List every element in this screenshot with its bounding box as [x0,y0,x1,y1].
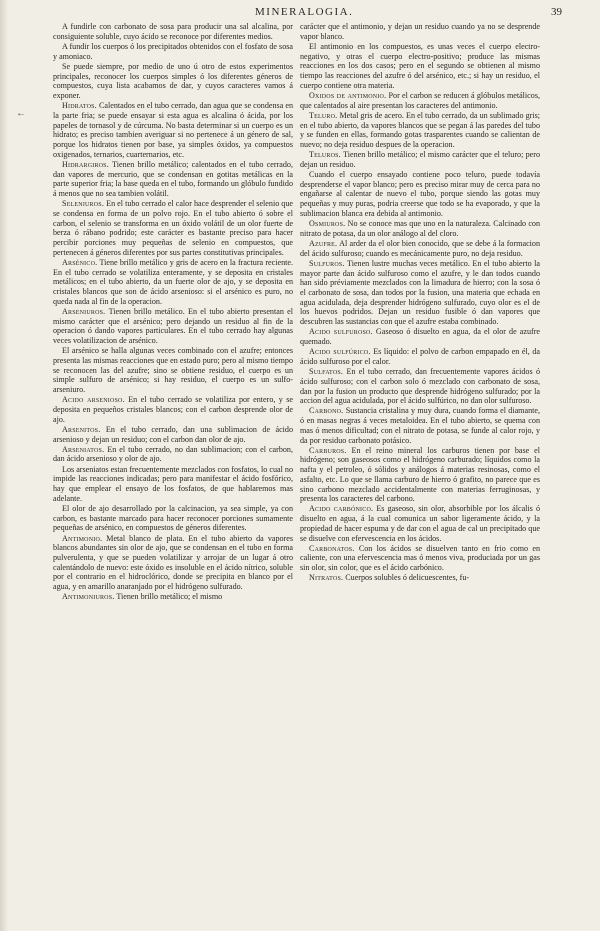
paragraph [53,346,293,395]
paragraph-text: En el tubo cerrado, no dan sublimacion; con el carbon, dan ácido arsenioso y olor de ajo. [53,444,293,464]
paragraph-text: Metal blanco de plata. En el tubo abierto da vapores blancos abundantes sin olor de ajo, que se condensan en el tubo en forma pulverulenta, y que se pueden volatilizar y arrojar de un lugar á otro calentándolo de nuevo: este óxido es insoluble en el ácido nítrico, soluble por el contrario en el hidroclórico, donde se precipita en blanco por el agua, y en amarillo anaranjado por el hidrógeno sulfurado. [53,533,293,592]
entry-term: Oxidos de antimonio. [309,90,387,100]
page-gutter-shadow [0,0,8,931]
paragraph-text: Metal gris de acero. En el tubo cerrado, da un sublimado gris; en el tubo abierto, da vapores blancos que se pegan á las paredes del tubo y se funden en ellas, formando gotas trasparentes cuando se calientan de nuevo; no deja residuo despues de la operacion. [300,110,540,149]
paragraph [300,91,540,110]
paragraph-text: carácter que el antimonio, y dejan un residuo cuando ya no se desprende vapor blanco. [300,22,540,41]
paragraph-text: El olor de ajo desarrollado por la calcinacion, ya sea simple, ya con carbon, es bastante marcado para hacer reconocer porciones sumamente pequeñas de arsénico, en compuestos de géneros diferentes. [53,503,293,533]
entry-term: Acido sulfúrico. [309,347,371,357]
paragraph-text: Calentados en el tubo cerrado, dan agua que se condensa en la parte fria; se puede ensayar si esta agua es alcalina ó ácida, por los papeles de tornasol y de cúrcuma. No basta determinar si un cuerpo es un hidrato; es preciso tambien averiguar si no pertenece á un género de sal, porque los hidratos tienen por base, ya simples óxidos, ya compuestos oxigenados, ternarios, cuarternarios, etc. [53,101,293,159]
paragraph [300,327,540,346]
paragraph [300,150,540,169]
paragraph-text: Es líquido: el polvo de carbon empapado en él, da ácido sulfuroso por el calor. [300,347,540,366]
paragraph-text: Con los ácidos se disuelven tanto en frio como en caliente, con una efervescencia mas ó menos viva, produciada por un gas sin olor, sin color, que es el ácido carbónico. [300,543,540,573]
entry-term: Azufre. [309,238,338,248]
paragraph [300,111,540,150]
entry-term: Teluro. [309,110,338,120]
paragraph-text: Tienen brillo metálico; el mismo [116,592,223,602]
paragraph [300,42,540,91]
paragraph [300,573,540,583]
paragraph-text: En el tubo cerrado, dan frecuentemente vapores ácidos ó ácido sulfuroso; con el carbon solo ó mezclado con carbonato de sosa, dan por la fusion un producto que desprende hidrógeno sulfurado; por la accion del agua acidulada, por el ácido sulfúrico, no dan olor sulfuroso. [300,367,540,406]
paragraph [53,504,293,533]
page-number: 39 [551,6,562,18]
paragraph-text: A fundir los cuerpos ó los precipitados obtenidos con el fosfato de sosa y amoniaco. [53,41,293,61]
entry-term: Teluros. [309,150,341,160]
paragraph-text: Tienen brillo metálico; el mismo carácter que el teluro; pero dejan un residuo. [300,150,541,169]
paragraph-text: En el tubo cerrado el calor hace desprender el selenio que se condensa en forma de un polvo rojo. En el tubo abierto ó sobre el carbon, el selenio se transforma en un óxido volátil de un olor fuerte de berza ó rábano podrido; este carácter es bastante preciso para hacer percibir porciones muy pequeñas de selenio en compuestos, que pertenecen á géneros diferentes por sus partes constitutivas principales. [53,199,293,257]
entry-term: Arseniuros. [62,306,106,316]
entry-term: Carbono. [309,406,344,416]
paragraph [300,239,540,258]
paragraph [53,465,293,504]
entry-term: Acido sulfuroso. [309,327,373,337]
paragraph-text: Sustancia cristalina y muy dura, cuando forma el diamante, ó en masas negras á veces metaloidea. En el tubo abierto, se quema con mas ó menos dificultad; con el nitrato de potasa, se funde al calor rojo, y da por residuo carbonato potásico. [300,406,540,445]
margin-mark: ← [16,108,26,119]
paragraph [300,22,540,41]
entry-term: Carburos. [309,445,347,455]
right-column [300,22,540,584]
paragraph-text: A fundirle con carbonato de sosa para producir una sal alcalina, por consiguiente soluble, cuyo ácido se reconoce por diferentes medios. [53,22,293,41]
entry-term: Sulfuros. [309,258,345,268]
entry-term: Antimonio. [62,533,103,543]
paragraph [53,445,293,464]
entry-term: Seleniuros. [62,199,105,209]
entry-term: Nitratos. [309,573,344,583]
paragraph [53,160,293,199]
paragraph [53,22,293,41]
paragraph [53,307,293,346]
paragraph-text: Tienen brillo metálico; calentados en el tubo cerrado, dan vapores de mercurio, que se condensan en gotitas metálicas en la parte superior fria; la base queda en el tubo, formando un glóbulo fundido á menos que no sea tambien volátil. [53,159,293,198]
left-column [53,22,293,602]
page-header [0,4,600,20]
paragraph [300,446,540,504]
paragraph [300,347,540,366]
paragraph [53,42,293,61]
paragraph [53,425,293,444]
entry-term: Arsenitos. [62,424,101,434]
entry-term: Osmiuros. [309,219,346,229]
paragraph [300,406,540,445]
entry-term: Acido arsenioso. [62,395,125,405]
paragraph-text: El antimonio en los compuestos, es unas veces el cuerpo electro-negativo, y otras el cuerpo electro-positivo; produce las mismas reacciones en los dos casos; pero en el segundo se obtienen al mismo tiempo las reacciones del azufre ó del arsénico, etc.; si hay un residuo, el cuerpo contiene otra materia. [300,41,540,90]
paragraph-text: Tiene brillo metálico y gris de acero en la fractura reciente. En el tubo cerrado se volatiliza enteramente, y se deposita en cristales metálicos; en el tubo abierto, da un fuerte olor de ajo, y se deposita en cristales blancos que son de ácido arsenioso: si el arsénico es puro, no queda nada al fin de la operacion. [53,257,293,306]
entry-term: Antimoniuros. [62,592,115,602]
paragraph-text: Tienen lustre muchas veces metálico. En el tubo abierto la mayor parte dan ácido sulfuroso como el azufre, y le dan todos cuando han sido préviamente mezclados con la limadura de hierro; con la sosa ó el carbonato de sosa, dan todos por la fusion, una materia que echada en agua acidulada, deja desprender hidrógeno sulfurado, cuyo olor es el de los huevos podridos. Dejan un residuo fusible ó dan vapores que descubren las sustancias con que el azufre estaba combinado. [300,258,540,327]
entry-term: Sulfatos. [309,367,344,377]
paragraph-text: Al arder da el olor bien conocido, que se debe á la formacion del ácido sulfuroso; cuando es mecánicamente puro, no deja residuo. [300,238,540,258]
paragraph [53,258,293,307]
entry-term: Hidrargiros. [62,159,109,169]
paragraph [53,592,293,602]
paragraph-text: Cuerpos solubles ó delicuescentes, fu- [345,573,470,583]
entry-term: Arsénico. [62,257,98,267]
paragraph-text: Gaseoso ó disuelto en agua, da el olor de azufre quemado. [300,327,540,346]
paragraph [300,170,540,219]
paragraph-text: Cuando el cuerpo ensayado contiene poco teluro, puede todavía desprenderse el vapor blanco; pero es preciso mirar muy de cerca para no engañarse al calentar de nuevo el tubo, porque siendo las gotas muy pequeñas y muy puras, podria creerse que todo se ha evaporado, y que la sublimacion blanca era debida al antimonio. [300,170,540,218]
paragraph-text: Es gaseoso, sin olor, absorbible por los álcalis ó disuelto en agua, á la cual comunica un sabor ligeramente ácido, y la propiedad de hacer espuma y de dar con el agua de cal un precipitado que se disuelve con efervescencia en los ácidos. [300,504,541,543]
paragraph-text: Por el carbon se reducen á glóbulos metálicos, que calentados al aire presentan los caracteres del antimonio. [300,90,540,110]
paragraph [53,395,293,424]
paragraph [300,219,540,238]
paragraph [300,544,540,573]
running-title: MINERALOGIA. [255,6,354,18]
entry-term: Carbonatos. [309,543,355,553]
paragraph [53,62,293,101]
paragraph [53,101,293,159]
entry-term: Arseniatos. [62,444,105,454]
paragraph-text: Los arseniatos estan frecuentemente mezclados con fosfatos, lo cual no impide las reacciones indicadas; pero para manifestar el ácido fosfórico, hay que emplear el ensayo de los fosfatos, de que hablaremos mas adelante. [53,464,293,503]
paragraph [300,367,540,406]
paragraph-text: No se conoce mas que uno en la naturaleza. Calcinado con nitrato de potasa, da un olor análogo al del cloro. [300,219,540,238]
entry-term: Acido carbónico. [309,504,374,514]
paragraph [300,504,540,543]
paragraph-text: En el reino mineral los carburos tienen por base el hidrógeno; son gaseosos como el hidrógeno carburado; líquidos como la nafta y el petroleo, ó sólidos y análogos á materias resinosas, como el asfalto, etc. Lo que se llama carburo de hierro ó grafito, no parece que es sino carbono mezclado accidentalmente con materias ferruginosas, y presenta los caracteres del carbono. [300,445,540,504]
paragraph-text: Se puede siempre, por medio de uno ú otro de estos experimentos principales, reconocer los cuerpos simples ó los diferentes géneros de compuestos, cuya lista acabamos de dar, y cuyos caracteres vamos á exponer. [53,61,293,100]
paragraph [53,534,293,592]
paragraph-text: El arsénico se halla algunas veces combinado con el azufre; entonces presenta las mismas reacciones que en estado puro; pero al mismo tiempo se reconocen las del azufre; sino se obtiene residuo, el cuerpo es un simple sulfuro de arsénico; si hay residuo, el cuerpo es un sulfo-arseniuro. [53,346,293,395]
paragraph-text: Tienen brillo metálico. En el tubo abierto presentan el mismo carácter que el arsénico; pero dejando un residuo al fin de la operacion ó dando vapores particulares. En el tubo cerrado hay algunas veces volatilizacion de arsénico. [53,306,293,345]
paragraph-text: En el tubo cerrado, dan una sublimacion de ácido arsenioso y dejan un residuo; con el carbon dan olor de ajo. [53,424,294,444]
paragraph [53,199,293,257]
paragraph-text: En el tubo cerrado se volatiliza por entero, y se deposita en pequeños cristales blancos; con el carbon desprende olor de ajo. [53,395,293,424]
entry-term: Hidratos. [62,101,97,111]
paragraph [300,259,540,327]
